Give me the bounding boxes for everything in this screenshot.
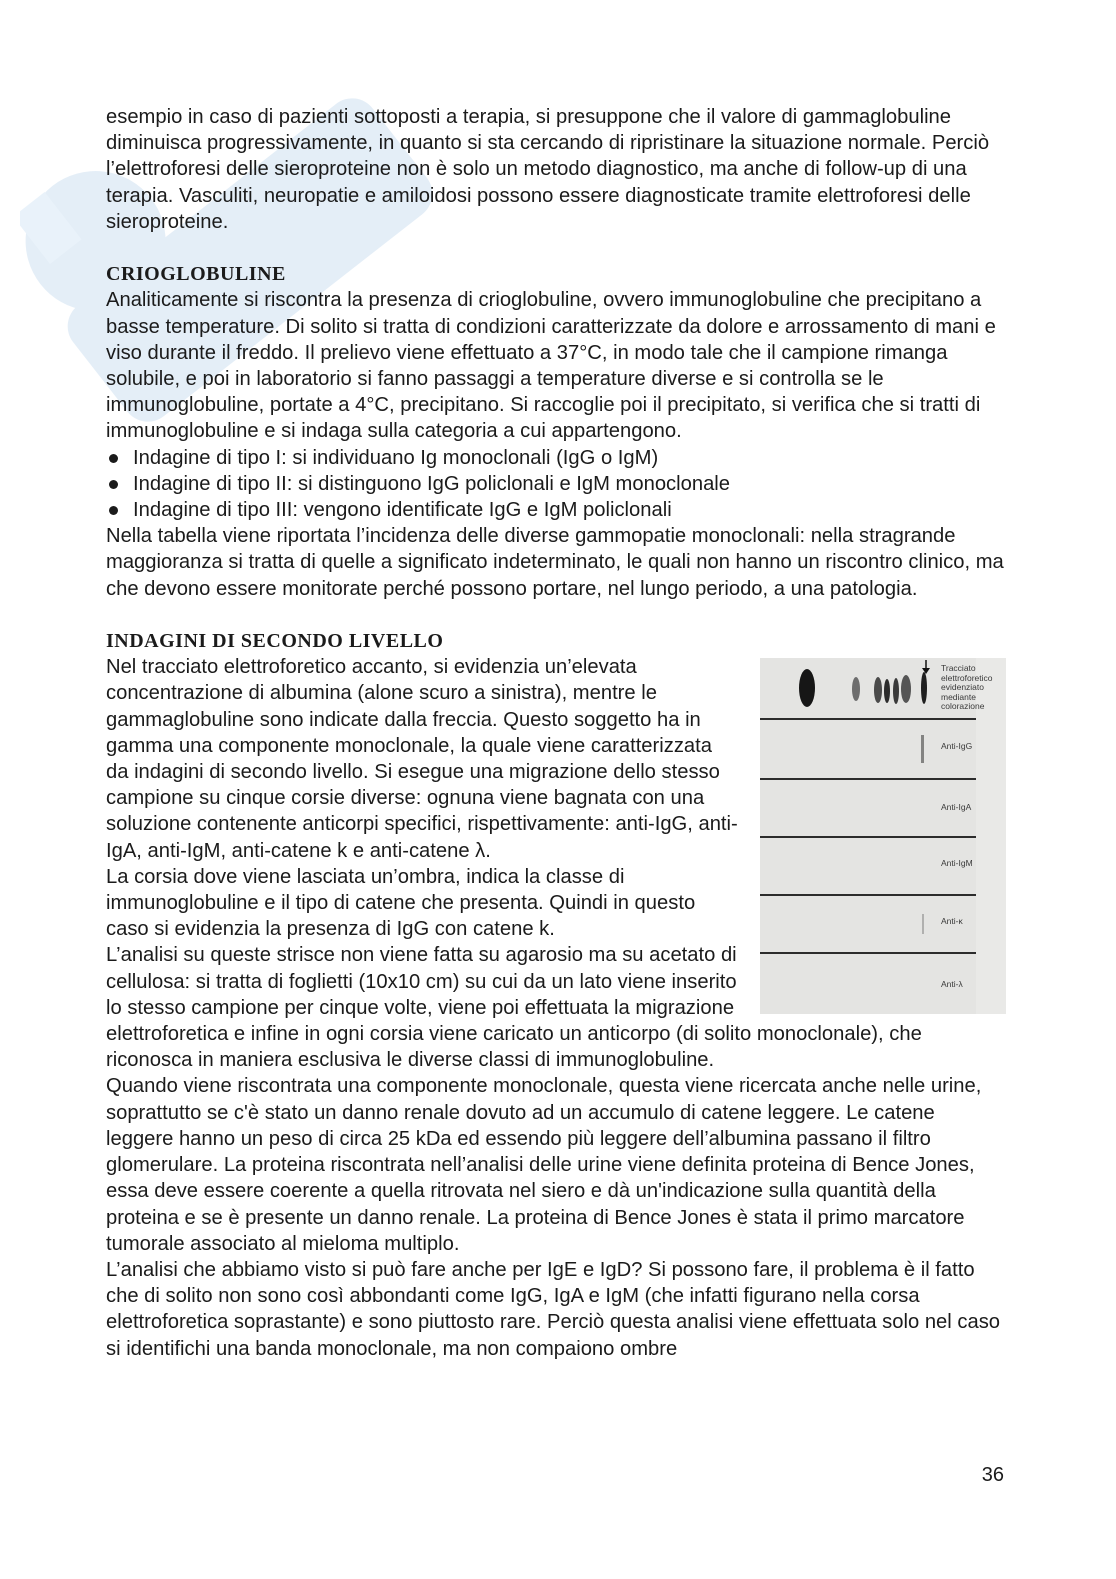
- indagini-paragraph-4: Quando viene riscontrata una componente monoclonale, questa viene ricercata anche nelle urine, soprattutto se c'è stato un danno renale dovuto ad un accumulo di catene leggere. Le catene leggere hanno un peso di circa 25 kDa ed essendo più leggere dell’albumina passano il filtro glomerulare. La proteina riscontrata nell’analisi delle urine viene definita proteina di Bence Jones, essa deve essere coerente a quella ritrovata nel siero e dà un'indicazione sulla quantità della proteina e se è presente un danno renale. La proteina di Bence Jones è stata il primo marcatore tumorale associato al mieloma multiplo.: [106, 1075, 982, 1255]
- figure-label-anti-igg: Anti-IgG: [941, 741, 973, 752]
- heading-indagini: INDAGINI DI SECONDO LIVELLO: [106, 630, 444, 653]
- igg-band: [921, 735, 924, 763]
- main-text: [106, 104, 1006, 1362]
- figure-label-anti-l: Anti-λ: [941, 979, 963, 990]
- list-item: Indagine di tipo II: si distinguono IgG policlonali e IgM monoclonale: [106, 471, 1006, 497]
- crioglobuline-paragraph: Analiticamente si riscontra la presenza di crioglobuline, ovvero immunoglobuline che precipitano a basse temperature. Di solito si tratta di condizioni caratterizzate da dolore e arrossamento di mani e viso durante il freddo. Il prelievo viene effettuato a 37°C, in modo tale che il campione rimanga solubile, e poi in laboratorio si fanno passaggi a temperature diverse e si controlla se le immunoglobuline, portate a 4°C, precipitano. Si raccoglie poi il precipitato, si verifica che si tratti di immunoglobuline e si indaga sulla categoria a cui appartengono.: [106, 289, 996, 443]
- indagini-paragraph-1: Nel tracciato elettroforetico accanto, si evidenzia un’elevata concentrazione di albumina (alone scuro a sinistra), mentre le gammaglobuline sono indicate dalla freccia. Questo soggetto ha in gamma una componente monoclonale, la quale viene caratterizzata da indagini di secondo livello. Si esegue una migrazione dello stesso campione su cinque corsie diverse: ognuna viene bagnata con una soluzione contenente anticorpi specifici, rispettivamente: anti-IgG, anti-IgA, anti-IgM, anti-catene k e anti-catene λ.: [106, 656, 738, 862]
- figure-label-anti-igm: Anti-IgM: [941, 858, 973, 869]
- intro-paragraph: esempio in caso di pazienti sottoposti a terapia, si presuppone che il valore di gammaglobuline diminuisca progressivamente, in quanto si sta cercando di ripristinare la situazione normale. Perciò l’elettroforesi delle sieroproteine non è solo un metodo diagnostico, ma anche di follow-up di una terapia. Vasculiti, neuropatie e amiloidosi possono essere diagnosticate tramite elettroforesi delle sieroproteine.: [106, 106, 990, 233]
- indagini-paragraph-3: L’analisi su queste strisce non viene fatta su agarosio ma su acetato di cellulosa: si tratta di foglietti (10x10 cm) su cui da un lato viene inserito lo stesso campione per cinque volte, viene poi effettuata la migrazione elettroforetica e infine in ogni corsia viene caricato un anticorpo (di solito monoclonale), che riconosca in maniera esclusiva le diverse classi di immunoglobuline.: [106, 944, 922, 1072]
- figure-label-anti-iga: Anti-IgA: [941, 802, 972, 813]
- indagini-paragraph-2: La corsia dove viene lasciata un’ombra, indica la classe di immunoglobuline e il tipo di catene che presenta. Quindi in questo caso si evidenzia la presenza di IgG con catene k.: [106, 865, 696, 941]
- crioglobuline-paragraph-2: Nella tabella viene riportata l’incidenza delle diverse gammopatie monoclonali: nella stragrande maggioranza si tratta di quelle a significato indeterminato, le quali non hanno un riscontro clinico, ma che devono essere monitorate perché possono portare, nel lungo periodo, a una patologia.: [106, 525, 1004, 600]
- figure-label-anti-k: Anti-κ: [941, 916, 963, 927]
- list-item: Indagine di tipo I: si individuano Ig monoclonali (IgG o IgM): [106, 445, 1006, 471]
- indagini-paragraph-5: L’analisi che abbiamo visto si può fare anche per IgE e IgD? Si possono fare, il problema è il fatto che di solito non sono così abbondanti come IgG, IgA e IgM (che infatti figurano nella corsa elettroforetica soprastante) e sono piuttosto rare. Perciò questa analisi viene effettuata solo nel caso si identifichi una banda monoclonale, ma non compaiono ombre: [106, 1258, 1001, 1360]
- kappa-band: [922, 914, 924, 934]
- list-item: Indagine di tipo III: vengono identificate IgG e IgM policlonali: [106, 497, 1006, 523]
- electrophoresis-figure: [760, 658, 1006, 1014]
- crioglobuline-list: [106, 445, 1006, 524]
- heading-crioglobuline: CRIOGLOBULINE: [106, 263, 286, 286]
- figure-label-tracciato: Tracciato elettroforetico evidenziato mediante colorazione: [941, 663, 993, 712]
- albumin-band: [799, 669, 815, 707]
- page-number: 36: [981, 1464, 1004, 1486]
